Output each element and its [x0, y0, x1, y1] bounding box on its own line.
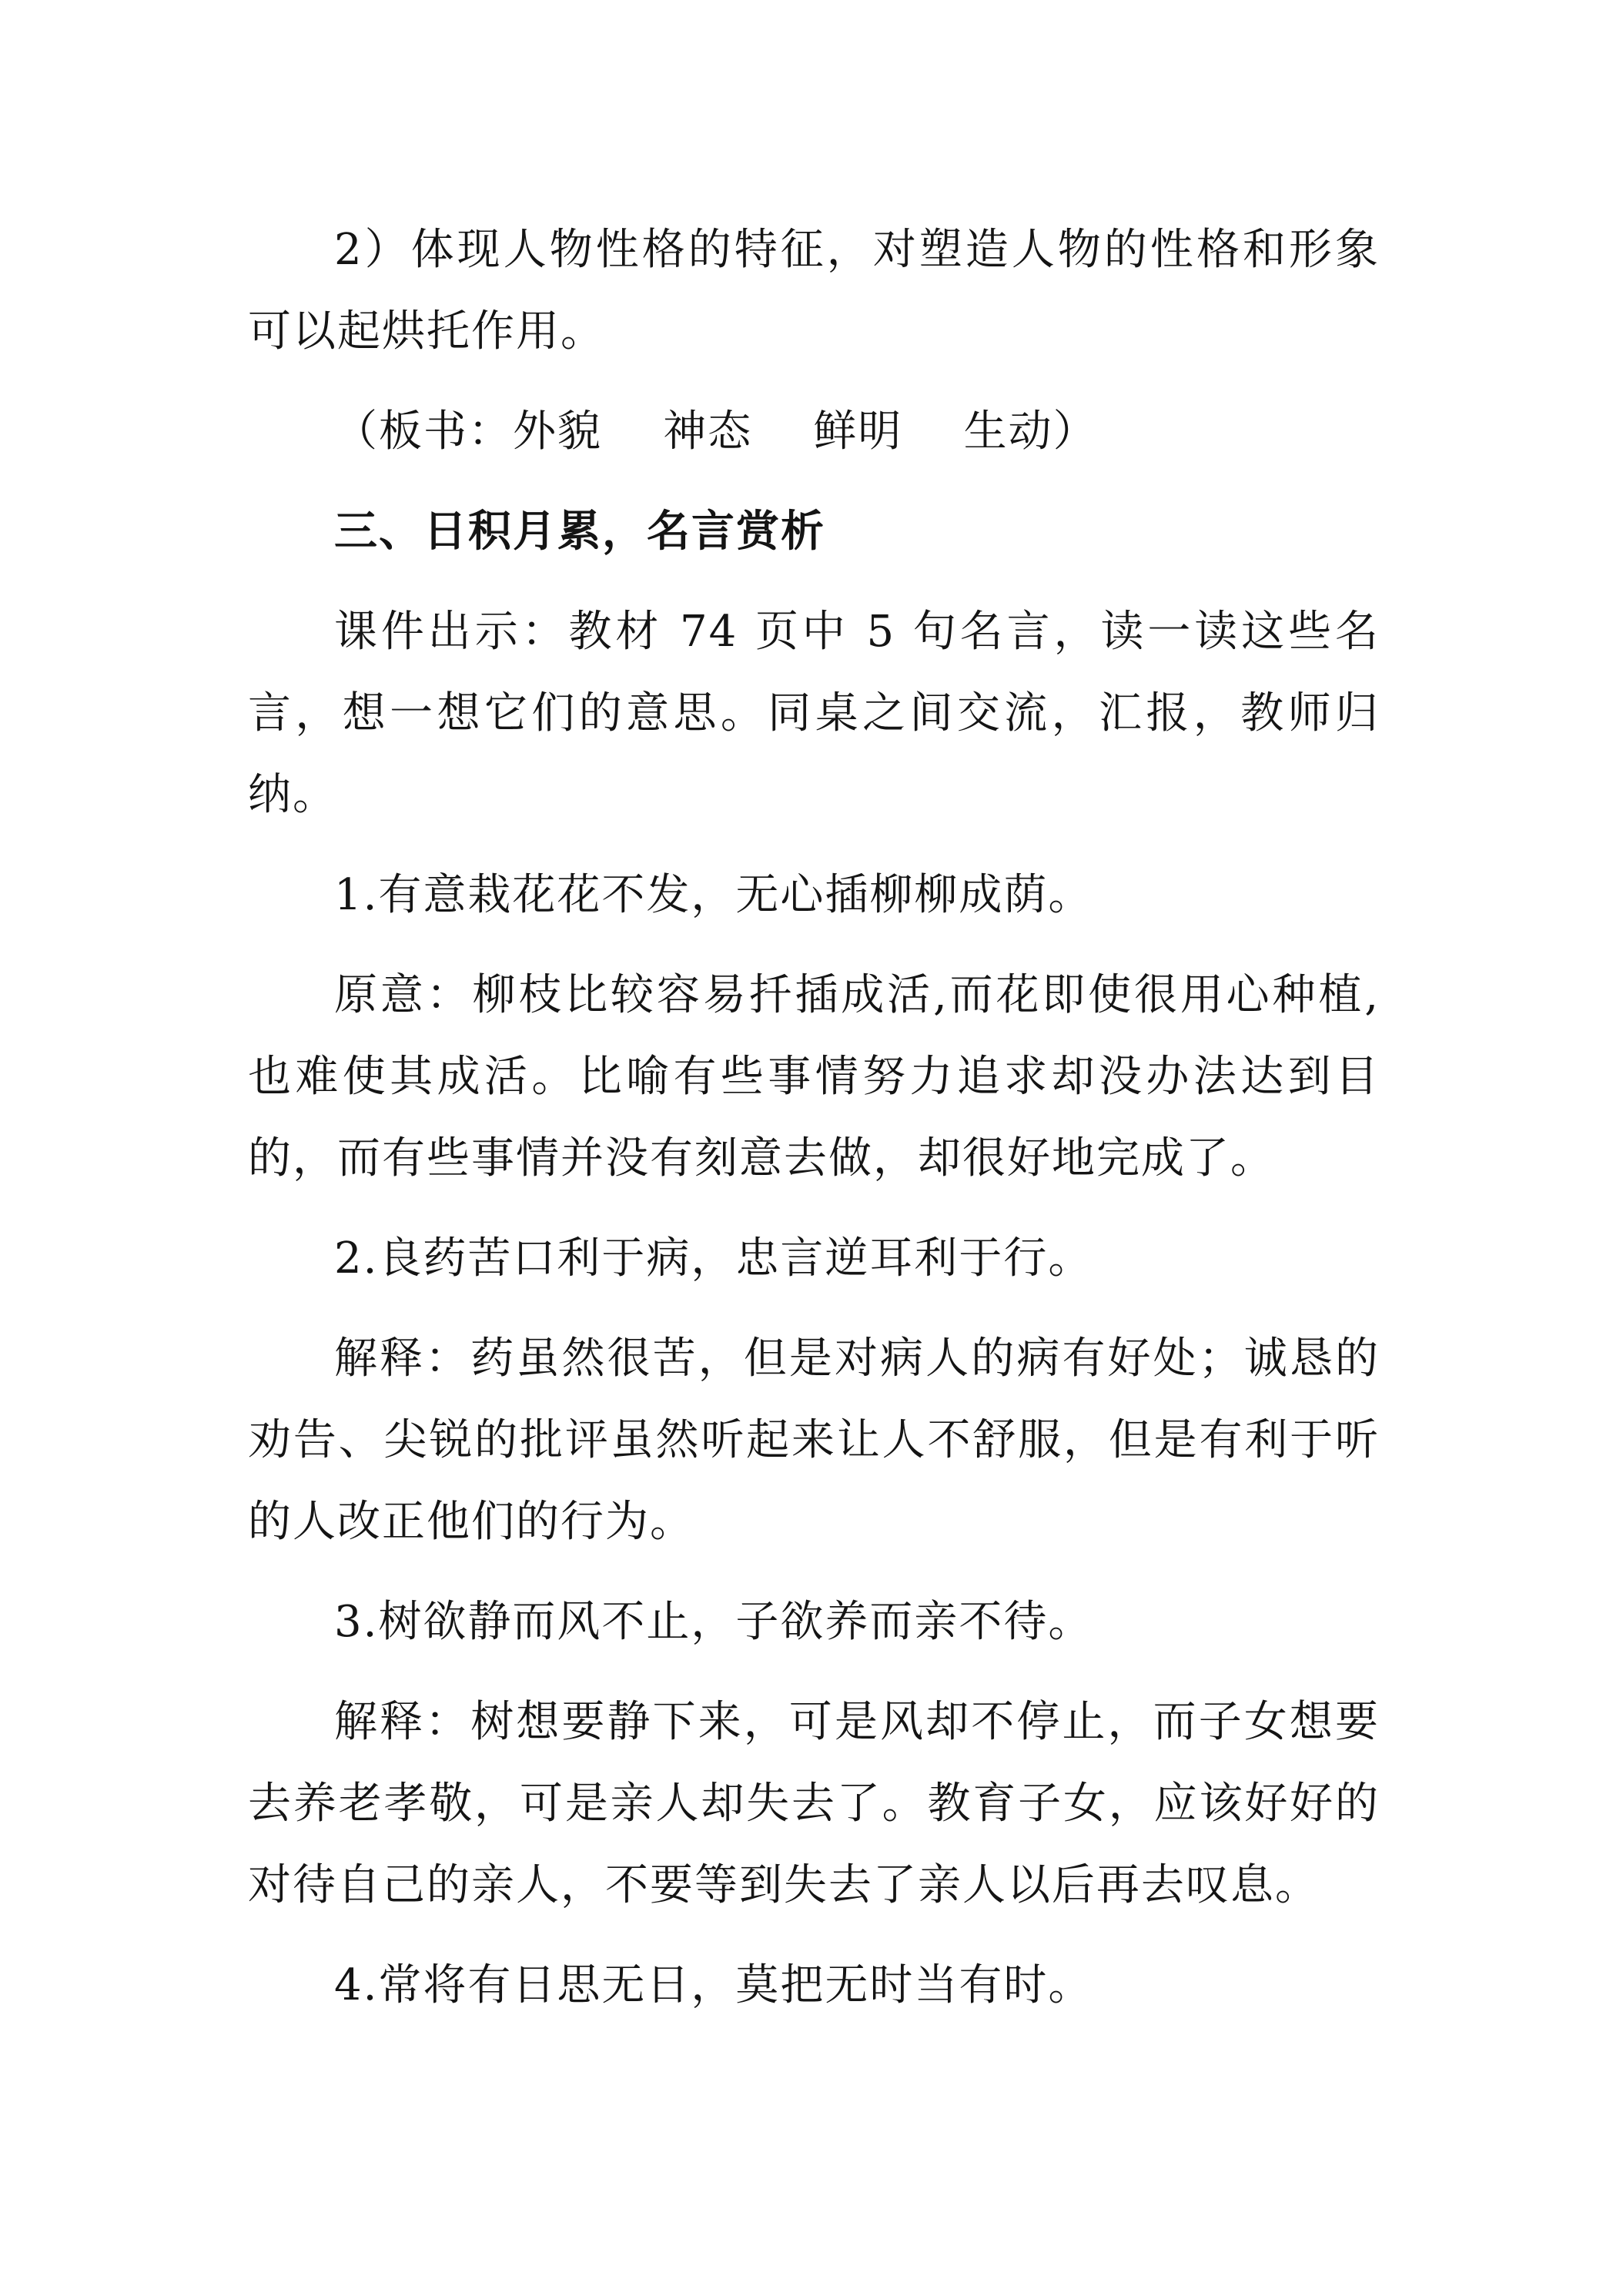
quote-2-explanation: 解释：药虽然很苦，但是对病人的病有好处；诚恳的劝告、尖锐的批评虽然听起来让人不舒服，但是有利于听的人改正他们的行为。 [248, 1334, 1380, 1547]
quote-2: 2.良药苦口利于病，忠言逆耳利于行。 [334, 1233, 1093, 1284]
quote-3-explanation: 解释：树想要静下来，可是风却不停止，而子女想要去养老孝敬，可是亲人却失去了。教育子女，应该好好的对待自己的亲人，不要等到失去了亲人以后再去叹息。 [248, 1697, 1380, 1910]
quote-3: 3.树欲静而风不止，子欲养而亲不待。 [334, 1597, 1093, 1647]
section-heading: 三、日积月累，名言赏析 [334, 507, 825, 557]
quote-1: 1.有意栽花花不发，无心插柳柳成荫。 [334, 870, 1093, 920]
paragraph-character-trait: 2）体现人物性格的特征，对塑造人物的性格和形象可以起烘托作用。 [248, 225, 1380, 356]
quote-4: 4.常将有日思无日，莫把无时当有时。 [334, 1960, 1093, 2010]
document-body [248, 209, 1380, 2045]
paragraph-courseware-intro: 课件出示：教材 74 页中 5 句名言，读一读这些名言，想一想它们的意思。同桌之间交流，汇报，教师归纳。 [248, 607, 1380, 820]
quote-1-explanation: 原意：柳枝比较容易扦插成活,而花即使很用心种植,也难使其成活。比喻有些事情努力追求却没办法达到目的，而有些事情并没有刻意去做，却很好地完成了。 [248, 970, 1380, 1183]
paragraph-board-note: （板书：外貌 神态 鲜明 生动） [334, 407, 1098, 457]
